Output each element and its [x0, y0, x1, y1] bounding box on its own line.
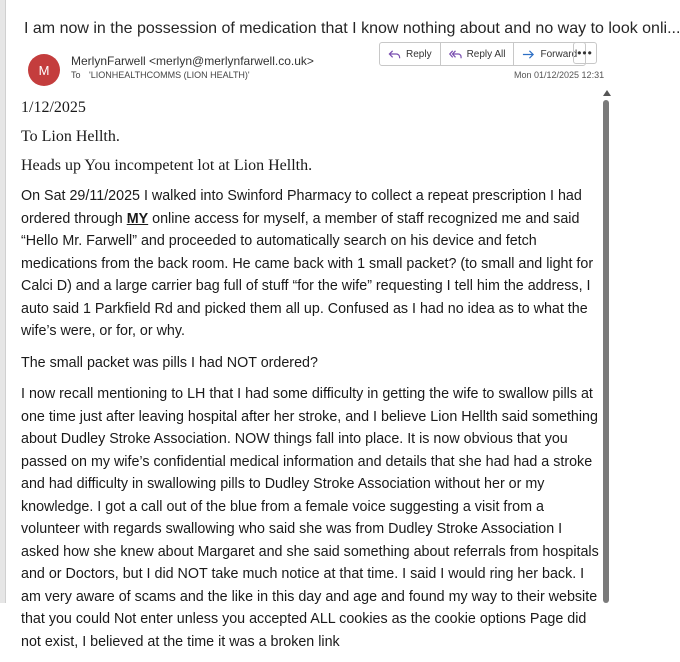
- paragraph-text: online access for myself, a member of staff recognized me and said “Hello Mr. Farwell” and proceeded to automatically search on his device and fetch medications from the back room. He came back with 1 small packet? (to small and light for Calci D) and a large carrier bag full of stuff “for the wife” requesting I tell him the address, I auto said 1 Parkfield Rd and picked them all up. Confused as I had no idea as to what the wife’s were, or for, or why.: [21, 210, 594, 339]
- letter-salutation: To Lion Hellth.: [21, 128, 120, 145]
- message-actions: [379, 42, 586, 66]
- body-paragraph-2: The small packet was pills I had NOT ordered?: [21, 354, 318, 371]
- reply-all-label: Reply All: [466, 48, 506, 60]
- message-timestamp: Mon 01/12/2025 12:31: [514, 70, 605, 80]
- window-left-edge: [0, 0, 6, 603]
- reply-button[interactable]: [380, 43, 440, 65]
- avatar-initial: M: [38, 62, 50, 78]
- reply-all-icon: [449, 48, 462, 61]
- recipient-line: [71, 70, 250, 80]
- sender-avatar: [28, 54, 60, 86]
- body-paragraph-3: I now recall mentioning to LH that I had some difficulty in getting the wife to swallow pills at one time just after leaving hospital after her stroke, and I believe Lion Hellth said something about Dudley Stroke Association. NOW things fall into place. It is now obvious that you passed on my wife’s confidential medical information and details that she had had a stroke and had difficulty in swallowing pills to Dudley Stroke Association without her or my knowledge. I got a call out of the blue from a female voice suggesting a visit from a volunteer with regards swallowing who said she was from Dudley Stroke Association I asked how she knew about Margaret and she said something about referrals from hospitals and or Doctors, but I did NOT take much notice at that time. I said I would ring her back. I am very aware of scams and the like in this day and age and found my way to their website that you could Not enter unless you accepted ALL cookies as the cookie options Page did not exist, I believed at the time it was a broken link: [21, 386, 599, 650]
- body-paragraph-1: [21, 185, 599, 343]
- letter-date: 1/12/2025: [21, 99, 86, 116]
- reply-icon: [388, 48, 401, 61]
- forward-arrow-icon: [522, 48, 535, 61]
- message-body: [21, 98, 599, 662]
- sender-name[interactable]: MerlynFarwell <merlyn@merlynfarwell.co.uk>: [71, 54, 314, 68]
- paragraph-text: On Sat 29/11/2025 I walked into Swinford Pharmacy to collect a repeat prescription I had ordered through: [21, 188, 582, 227]
- emphasis-my: MY: [126, 210, 149, 227]
- email-subject: I am now in the possession of medication that I know nothing about and no way to look onli...: [24, 20, 680, 37]
- letter-heads-up: Heads up You incompetent lot at Lion Hellth.: [21, 157, 313, 174]
- reply-all-button[interactable]: [440, 43, 514, 65]
- reply-label: Reply: [406, 48, 432, 60]
- forward-label: Forward: [540, 48, 578, 60]
- ellipsis-icon: •••: [577, 46, 593, 60]
- scroll-up-arrow-icon[interactable]: [603, 90, 611, 96]
- to-label: To: [71, 70, 81, 80]
- vertical-scrollbar[interactable]: [602, 88, 612, 603]
- more-actions-button[interactable]: [573, 42, 597, 64]
- scroll-thumb[interactable]: [603, 100, 609, 603]
- recipient-name[interactable]: 'LIONHEALTHCOMMS (LION HEALTH)': [89, 70, 250, 80]
